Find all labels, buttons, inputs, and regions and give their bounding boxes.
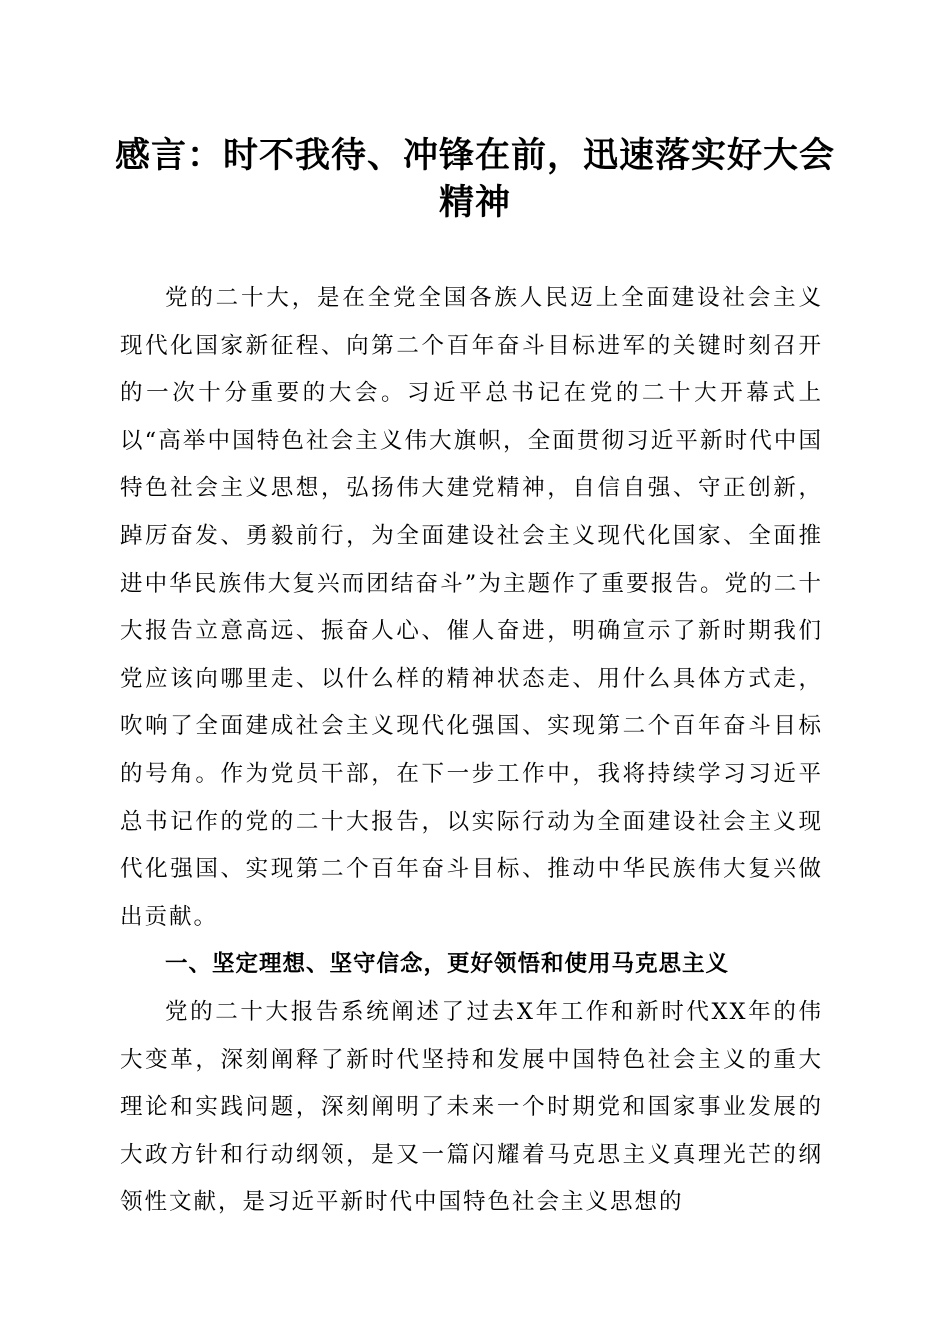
intro-paragraph: 党的二十大，是在全党全国各族人民迈上全面建设社会主义现代化国家新征程、向第二个百年奋斗目标进军的关键时刻召开的一次十分重要的大会。习近平总书记在党的二十大开幕式上以“高举中国特色社会主义伟大旗帜，全面贯彻习近平新时代中国特色社会主义思想，弘扬伟大建党精神，自信自强、守正创新，踔厉奋发、勇毅前行，为全面建设社会主义现代化国家、全面推进中华民族伟大复兴而团结奋斗”为主题作了重要报告。党的二十大报告立意高远、振奋人心、催人奋进，明确宣示了新时期我们党应该向哪里走、以什么样的精神状态走、用什么具体方式走，吹响了全面建成社会主义现代化强国、实现第二个百年奋斗目标的号角。作为党员干部，在下一步工作中，我将持续学习习近平总书记作的党的二十大报告，以实际行动为全面建设社会主义现代化强国、实现第二个百年奋斗目标、推动中华民族伟大复兴做出贡献。	[120, 285, 823, 930]
document-body	[120, 275, 823, 1227]
section-1-paragraph: 党的二十大报告系统阐述了过去X年工作和新时代XX年的伟大变革，深刻阐释了新时代坚持和发展中国特色社会主义的重大理论和实践问题，深刻阐明了未来一个时期党和国家事业发展的大政方针和行动纲领，是又一篇闪耀着马克思主义真理光芒的纲领性文献，是习近平新时代中国特色社会主义思想的	[120, 998, 823, 1216]
section-heading-1: 一、坚定理想、坚守信念，更好领悟和使用马克思主义	[165, 951, 730, 978]
document-title: 感言：时不我待、冲锋在前，迅速落实好大会精神	[114, 136, 835, 223]
